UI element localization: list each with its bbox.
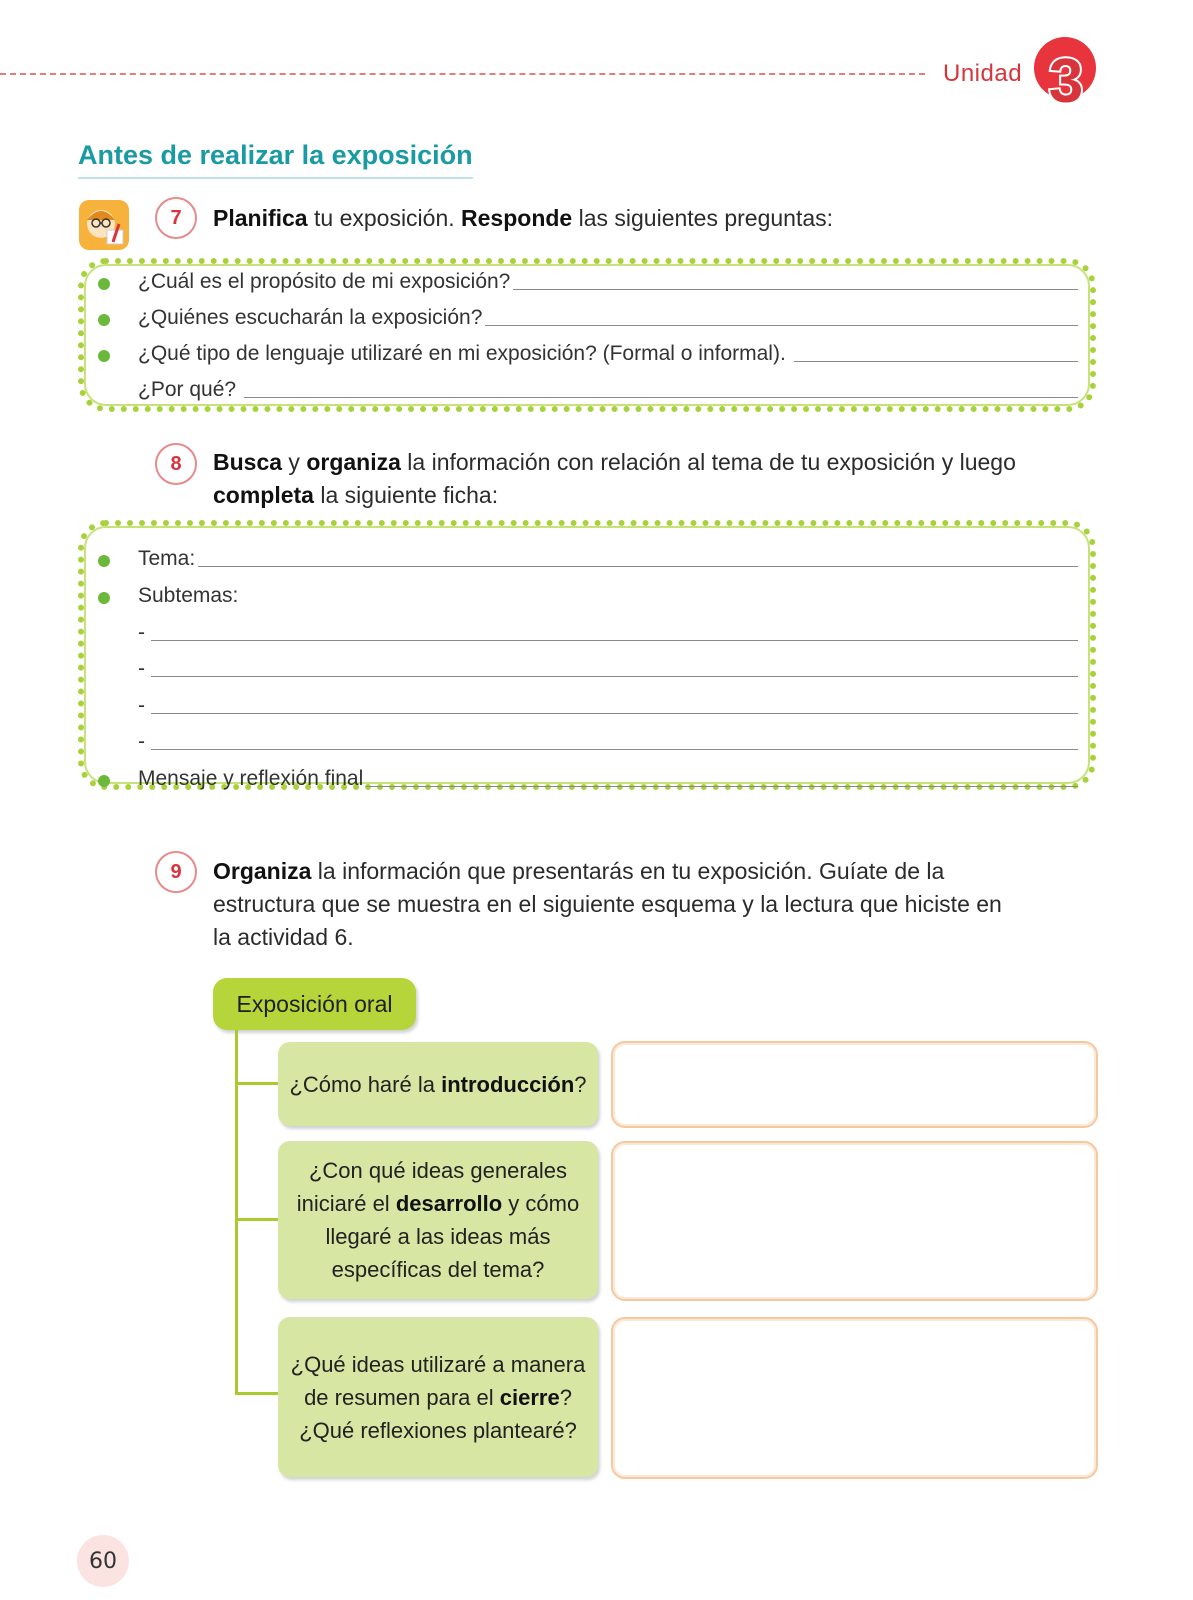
- field-tema: Tema:: [138, 541, 1078, 571]
- activity-8-instruction: Busca y organiza la información con relación al tema de tu exposición y luego completa la siguiente ficha:: [213, 449, 1016, 508]
- answer-box-desarrollo[interactable]: [611, 1141, 1098, 1301]
- activity-9-number: 9: [155, 851, 197, 893]
- question-language: ¿Qué tipo de lenguaje utilizaré en mi exposición? (Formal o informal).: [138, 336, 1078, 366]
- bullet: [98, 555, 110, 567]
- field-subtemas: Subtemas:: [138, 584, 239, 607]
- question-desarrollo: ¿Con qué ideas generales iniciaré el desarrollo y cómo llegaré a las ideas más específicas del tema?: [278, 1141, 598, 1299]
- unit-number-badge: [1032, 30, 1098, 116]
- bullet: [98, 350, 110, 362]
- unit-number: 3: [1048, 47, 1084, 116]
- student-writing-icon: [77, 198, 131, 252]
- page-number: 60: [77, 1535, 129, 1587]
- answer-line[interactable]: [794, 361, 1078, 362]
- scheme-branch: [235, 1218, 278, 1221]
- scheme-branch: [235, 1082, 278, 1085]
- question-purpose: ¿Cuál es el propósito de mi exposición?: [138, 264, 1078, 294]
- subtema-line-3: -: [138, 688, 1078, 718]
- bullet: [98, 278, 110, 290]
- activity-9-instruction: Organiza la información que presentarás en tu exposición. Guíate de la estructura que se muestra en el siguiente esquema y la lectura que hiciste en la actividad 6.: [213, 858, 1002, 950]
- header-dashed-rule: [0, 73, 925, 75]
- bullet: [98, 314, 110, 326]
- activity-8-number: 8: [155, 443, 197, 485]
- answer-line[interactable]: [151, 676, 1078, 677]
- answer-line[interactable]: [485, 325, 1078, 326]
- bullet: [98, 775, 110, 787]
- subtema-line-1: -: [138, 615, 1078, 645]
- answer-box-introduccion[interactable]: [611, 1041, 1098, 1128]
- answer-line[interactable]: [151, 749, 1078, 750]
- section-title: Antes de realizar la exposición: [78, 140, 473, 179]
- scheme-branch: [235, 1392, 278, 1395]
- scheme-title: Exposición oral: [213, 978, 416, 1030]
- activity-7-number: 7: [155, 197, 197, 239]
- answer-line[interactable]: [151, 713, 1078, 714]
- activity-7-instruction: Planifica tu exposición. Responde las siguientes preguntas:: [213, 205, 834, 231]
- field-mensaje: Mensaje y reflexión final: [138, 761, 1078, 791]
- question-audience: ¿Quiénes escucharán la exposición?: [138, 300, 1078, 330]
- answer-line[interactable]: [513, 289, 1078, 290]
- answer-line[interactable]: [198, 566, 1078, 567]
- answer-line[interactable]: [366, 786, 1078, 787]
- question-why: ¿Por qué?: [138, 372, 1078, 402]
- subtema-line-2: -: [138, 651, 1078, 681]
- answer-line[interactable]: [244, 397, 1078, 398]
- question-cierre: ¿Qué ideas utilizaré a manera de resumen para el cierre? ¿Qué reflexiones plantearé?: [278, 1317, 598, 1477]
- answer-box-cierre[interactable]: [611, 1317, 1098, 1479]
- question-introduccion: ¿Cómo haré la introducción?: [278, 1042, 598, 1126]
- subtema-line-4: -: [138, 724, 1078, 754]
- bullet: [98, 592, 110, 604]
- unit-label: Unidad: [943, 60, 1023, 87]
- answer-line[interactable]: [151, 640, 1078, 641]
